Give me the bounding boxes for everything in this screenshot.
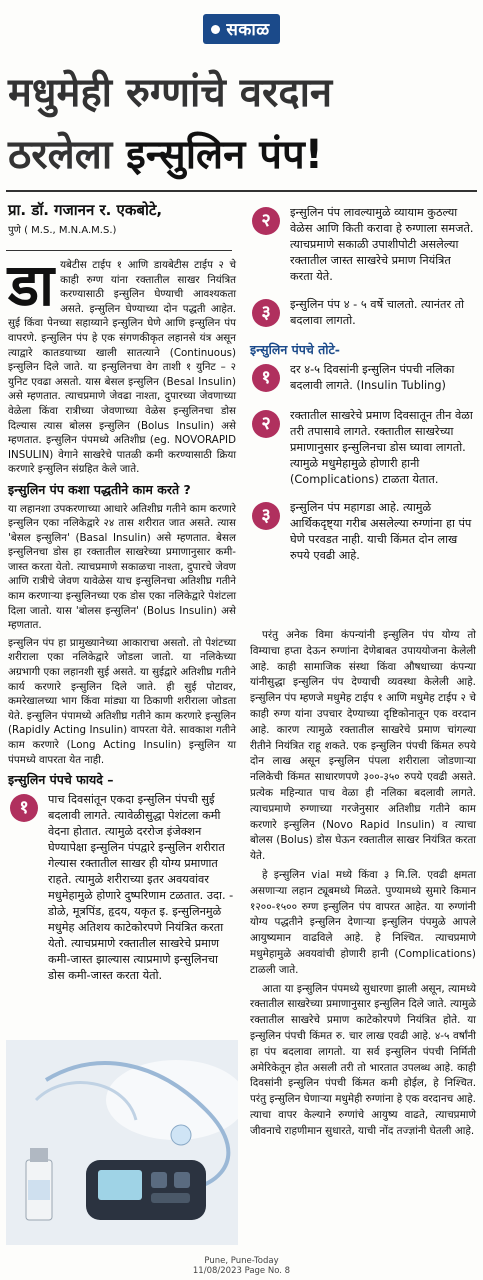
number-circle-icon: ३ [252,299,280,327]
drawback-item-2 [250,408,476,488]
author-name: प्रा. डॉ. गजानन र. एकबोटे, [8,201,163,219]
logo-text: सकाळ [226,20,270,40]
number-circle-icon: २ [252,410,280,438]
body-paragraph-2: हे इन्सुलिन vial मध्ये किंवा ३ मि.लि. एवढी क्षमता असणाऱ्या लहान ट्यूबमध्ये मिळते. पुण्यामध्ये सुमारे किमान १२००-१५०० रुग्ण इन्सुलिन पंप वापरत आहेत. या रुग्णांनी योग्य पद्धतीने इन्सुलिन देणाऱ्या इन्सुलिन पंपमुळे आपले आयुष्यमान वाढविले आहे. हे निश्चित. त्याचप्रमाणे मधुमेहामुळे अवयवांची होणारी हानी (Complications) टाळली जाते. [250,868,476,976]
number-circle-icon: १ [10,794,38,822]
benefit-text-2: इन्सुलिन पंप लावल्यामुळे व्यायाम कुठल्या वेळेस आणि किती करावा हे रुग्णाला समजते. त्याचप्रमाणे सकाळी उपाशीपोटी असलेल्या रक्तातील जास्त साखरेचे प्रमाण नियंत्रित करता येते. [290,206,474,283]
intro-paragraph [8,251,236,477]
author-degree: पुणे ( M.S., M.N.A.M.S.) [8,225,117,236]
drop-cap: डा [8,251,55,319]
drawback-item-1 [250,362,476,396]
headline-line2-prefix: ठरलेला [8,132,127,178]
benefit-item-1 [8,792,236,984]
headline-rule [6,190,477,192]
number-circle-icon: १ [252,364,280,392]
footer-edition: Pune, Pune-Today [204,1256,279,1266]
footer [0,1256,483,1276]
masthead [0,14,483,44]
body-paragraph-3: आता या इन्सुलिन पंपमध्ये सुधारणा झाली असून, त्यामध्ये रक्तातील साखरेच्या प्रमाणानुसार इन्सुलिन दिले जाते. त्यामुळे रक्तातील साखरेचे प्रमाण काटेकोरपणे नियंत्रित होते. या इन्सुलिन पंपची किंमत रु. चार लाख एवढी आहे. ४-५ वर्षांनी हा पंप बदलावा लागतो. या सर्व इन्सुलिन पंपची निर्मिती अमेरिकेतून होत असली तरी तो भारतात उपलब्ध आहे. काही दिवसांनी इन्सुलिन पंपची किंमत कमी होईल, हे निश्चित. परंतु इन्सुलिन घेणाऱ्या मधुमेही रुग्णांना हे एक वरदानच आहे. त्याचा वापर केल्याने रुग्णांचे आयुष्य वाढते, त्याचप्रमाणे जीवनाचे राहणीमान सुधारते, याची नोंद तज्ज्ञांनी घेतली आहे. [250,982,476,1137]
how-it-works-p1: या लहानशा उपकरणाच्या आधारे अतिशीघ्र गतीने काम करणारे इन्सुलिन एका नलिकेद्वारे २४ तास शरीरात जात असते. त्यास 'बेसल इन्सुलिन' (Basal Insulin) असे म्हणतात. बेसल इन्सुलिनचा डोस हा रक्तातील साखरेच्या प्रमाणानुसार कमी-जास्त करता येतो. त्याचप्रमाणे सकाळचा नाश्ता, दुपारचे जेवण आणि रात्रीचे जेवण यावेळेस याच इन्सुलिनचा अतिशीघ्र गतीने काम करणाऱ्या इन्सुलिनच्या एक डोस एका नलिकेद्वारे पेशंटला दिला जातो. यास 'बोलस इन्सुलिन' (Bolus Insulin) असे म्हणतात. [8,502,236,632]
section-title-how-it-works: इन्सुलिन पंप कशा पद्धतीने काम करते ? [8,481,191,497]
right-column-top [250,205,476,572]
drawback-text-2: रक्तातील साखरेचे प्रमाण दिवसातून तीन वेळा तरी तपासावे लागते. रक्तातील साखरेच्या प्रमाणानुसार इन्सुलिनचा डोस घ्यावा लागतो. त्यामुळे मधुमेहामुळे होणारी हानी (Complications) टाळता येतात. [290,408,473,486]
headline-line1: मधुमेही रुग्णांचे वरदान [8,70,333,116]
benefit-item-2 [250,205,476,285]
drawback-text-3: इन्सुलिन पंप महागडा आहे. त्यामुळे आर्थिकदृष्ट्या गरीब असलेल्या रुग्णांना हा पंप घेणे परवडत नाही. याची किंमत दोन लाख रुपये एवढी आहे. [290,500,472,562]
insulin-pump-photo [6,1040,238,1245]
how-it-works-p2: इन्सुलिन पंप हा प्रामुख्यानेच्या आकाराचा असतो. तो पेशंटच्या शरीराला एका नलिकेद्वारे जोडला जातो. या नलिकेच्या अग्रभागी एका लहानशी सुई असते. या सुईद्वारे अतिशीघ्र गतीने कार्य करणारे इन्सुलिन दिले जाते. ही सुई पोटावर, कमरेखालच्या भाग किंवा मांड्या या ठिकाणी शरीराला जोडता येते. इन्सुलिन पंपामध्ये अतिशीघ्र गतीने काम करणारे इन्सुलिन (Rapidly Acting Insulin) वापरता येते. सावकाश गतीने काम करणारे (Long Acting Insulin) इन्सुलिन या पंपमध्ये वापरता येत नाही. [8,636,236,766]
benefit-text-3: इन्सुलिन पंप ४ - ५ वर्षे चालतो. त्यानंतर तो बदलावा लागतो. [290,298,465,327]
right-column-body [250,628,476,1143]
body-paragraph-1: परंतु अनेक विमा कंपन्यांनी इन्सुलिन पंप योग्य तो विम्याचा हप्ता देऊन रुग्णांना देणेबाबत उपाययोजना केलेली आहे. काही सामाजिक संस्था किंवा औषधाच्या कंपन्या यांनीसुद्धा इन्सुलिन पंप देण्याची व्यवस्था केलेली आहे. इन्सुलिन पंप म्हणजे मधुमेह टाईप १ आणि मधुमेह टाईप २ चे काही रुग्ण यांना उपचार देण्याच्या दृष्टिकोनातून एक वरदान आहे. कारण त्यामुळे रक्तातील साखरेचे प्रमाण चांगल्या रीतीने नियंत्रित राहू शकते. एक इन्सुलिन पंपची किंमत रुपये दोन लाख असून इन्सुलिन पंपला शरीराला जोडणाऱ्या नलिकेची किंमत साधारणपणे ३००-३५० रुपये एवढी असते. प्रत्येक महिन्यात पाच वेळा ही नलिका बदलावी लागते. त्याचप्रमाणे रुग्णाच्या गरजेनुसार अतिशीघ्र गतीने काम करणारे इन्सुलिन (Novo Rapid Insulin) व त्याचा बोलस (Bolus) डोस घेऊन रक्तातील साखर नियंत्रित करता येते. [250,629,476,863]
section-title-drawbacks: इन्सुलिन पंपचे तोटे- [250,342,340,357]
left-column [8,251,236,992]
number-circle-icon: ३ [252,502,280,530]
insulin-pump-illustration [6,1040,238,1245]
drawback-item-3 [250,500,476,564]
headline-line2 [8,132,323,178]
intro-text: यबेटीस टाईप १ आणि डायबेटीस टाईप २ चे काही रुग्ण यांना रक्तातील साखर नियंत्रित करण्यासाठी इन्सुलिन घेण्याची आवश्यकता असते. इन्सुलिन घेण्याच्या दोन पद्धती आहेत. सुई किंवा पेनच्या सहाय्याने इन्सुलिन घेणे आणि इन्सुलिन पंप वापरणे. इन्सुलिन पंप हे एक संगणकीकृत लहानसे यंत्र असून त्याद्वारे कातडयाच्या खाली सातत्याने (Continuous) इन्सुलिन दिले जाते. या इन्सुलिनचा वेग ताशी १ युनिट – २ युनिट एवढा असतो. यास बेसल इन्सुलिन (Besal Insulin) असे म्हणतात. त्याचप्रमाणे जेवढा नाश्ता, दुपारच्या जेवणाच्या वेळेला किंवा रात्रीच्या जेवणाच्या वेळेस इन्सुलिनचा डोस दिल्यास त्यास बोलस इन्सुलिन (Bolus Insulin) असे म्हणतात. इन्सुलिन पंपमध्ये अतिशीघ्र (eg. NOVORAPID INSULIN) वेगाने साखरेचे पातळी कमी करण्यासाठी क्रिया करणारे इन्सुलिन संग्रहित केले जाते. [8,259,236,476]
footer-date-page: 11/08/2023 Page No. 8 [192,1266,291,1276]
section-title-benefits: इन्सुलिन पंपचे फायदे – [8,772,114,788]
number-circle-icon: २ [252,207,280,235]
headline [8,62,478,194]
logo-dot-icon [211,25,220,34]
benefit-item-3 [250,297,476,331]
author-block [8,200,228,236]
headline-line2-bold: इन्सुलिन पंप! [126,132,323,178]
newspaper-logo [203,14,279,44]
benefit-text-1: पाच दिवसांतून एकदा इन्सुलिन पंपची सुई बदलावी लागते. त्यावेळीसुद्धा पेशंटला कमी वेदना होतात. त्यामुळे दररोज इंजेक्शन घेण्यापेक्षा इन्सुलिन पंपद्वारे इन्सुलिन शरीरात गेल्यास रक्तातील साखर ही योग्य प्रमाणात राहते. त्यामुळे शरीराच्या इतर अवयवांवर मधुमेहामुळे होणारे दुष्परिणाम टळतात. उदा. - डोळे, मूत्रपिंड, हृदय, यकृत इ. इन्सुलिनमुळे मधुमेह अतिशय काटेकोरपणे नियंत्रित करता येतो. त्याचप्रमाणे रक्तातील साखरेचे प्रमाण कमी-जास्त झाल्यास त्याप्रमाणे इन्सुलिनचा डोस कमी-जास्त करता येतो. [48,792,234,982]
drawback-text-1: दर ४-५ दिवसांनी इन्सुलिन पंपची नलिका बदलावी लागते. (Insulin Tubling) [290,362,455,392]
